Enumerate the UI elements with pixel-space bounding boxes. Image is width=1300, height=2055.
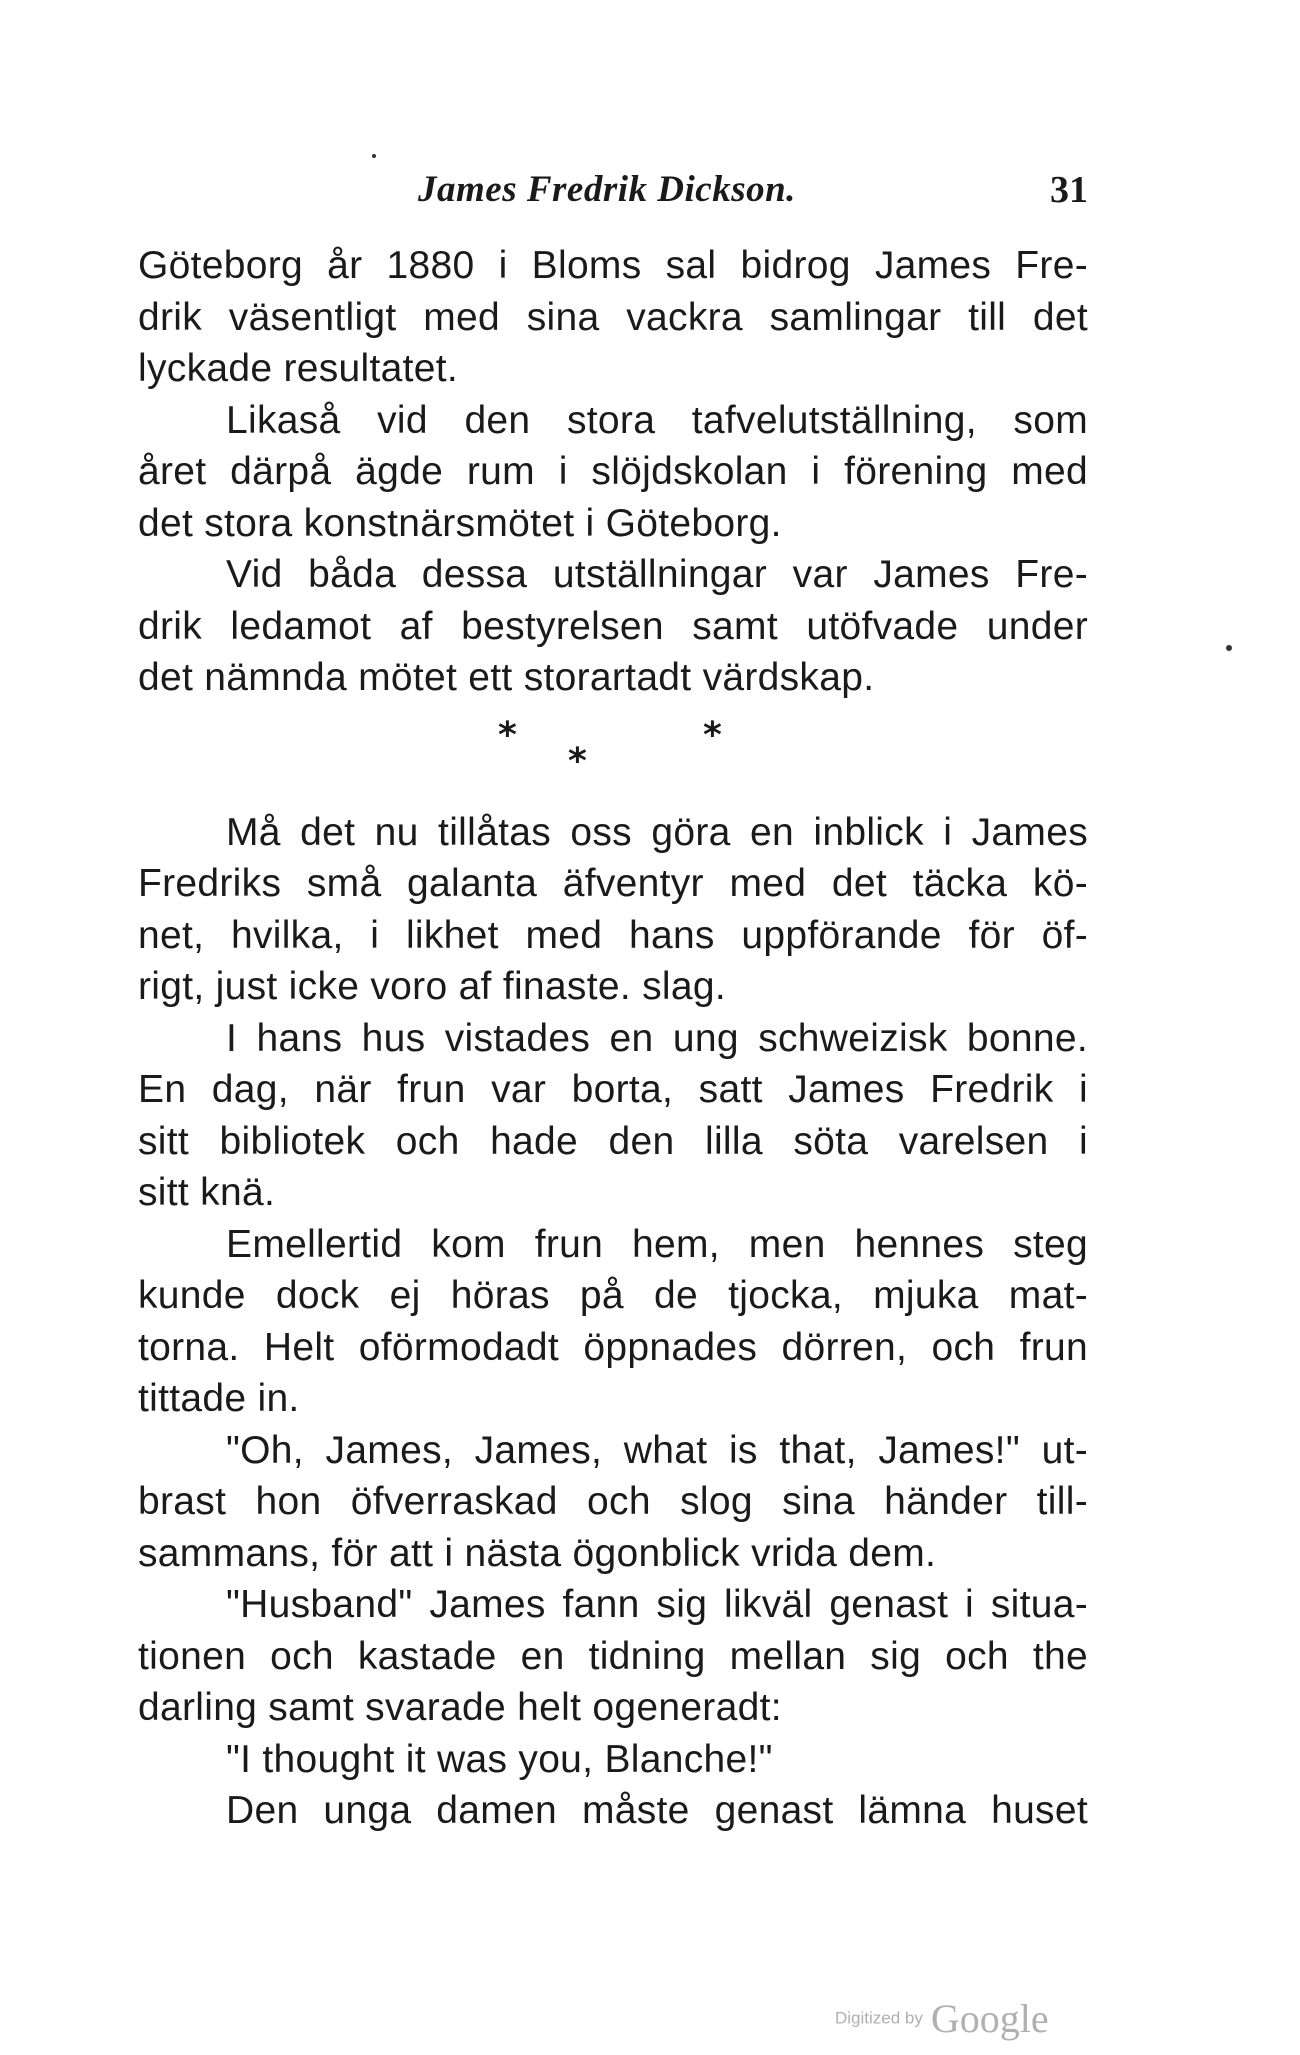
text-line: "Oh, James, James, what is that, James!" ut- — [226, 1428, 1088, 1472]
text-line: sitt bibliotek och hade den lilla söta varelsen i — [138, 1119, 1088, 1163]
text-line: I hans hus vistades en ung schweizisk bonne. — [226, 1016, 1088, 1060]
text-line: En dag, när frun var borta, satt James Fredrik i — [138, 1068, 1088, 1111]
text-line: tionen och kastade en tidning mellan sig och the — [138, 1634, 1088, 1678]
text-line: Göteborg år 1880 i Bloms sal bidrog James Fre- — [138, 244, 1088, 287]
text-line: rigt, just icke voro af finaste. slag. — [138, 965, 726, 1008]
text-line: det stora konstnärsmötet i Göteborg. — [138, 501, 782, 545]
page-number: 31 — [1050, 169, 1088, 211]
text-line: net, hvilka, i likhet med hans uppförande för öf- — [138, 913, 1088, 957]
text-line: Vid båda dessa utställningar var James Fre- — [226, 553, 1088, 596]
asterism-star: * — [703, 714, 723, 756]
text-line: sitt knä. — [138, 1171, 276, 1214]
digitized-label: Digitized by — [835, 2008, 923, 2028]
text-line: tittade in. — [138, 1377, 300, 1420]
text-line: Den unga damen måste genast lämna huset — [226, 1789, 1088, 1832]
text-line: Likaså vid den stora tafvelutställning, som — [226, 398, 1088, 442]
text-line: året därpå ägde rum i slöjdskolan i förening med — [138, 450, 1088, 493]
text-line: drik ledamot af bestyrelsen samt utöfvade under — [138, 604, 1088, 648]
text-line: torna. Helt oförmodadt öppnades dörren, och frun — [138, 1325, 1088, 1369]
text-line: darling samt svarade helt ogeneradt: — [138, 1686, 782, 1729]
text-line: "Husband" James fann sig likväl genast i situa- — [226, 1583, 1088, 1626]
text-line: Emellertid kom frun hem, men hennes steg — [226, 1222, 1088, 1266]
asterism-star: * — [498, 714, 518, 756]
text-line: Må det nu tillåtas oss göra en inblick i James — [226, 810, 1088, 854]
text-line: sammans, för att i nästa ögonblick vrida dem. — [138, 1531, 937, 1575]
scan-speck — [372, 154, 376, 158]
running-title: James Fredrik Dickson. — [418, 169, 796, 210]
body-text — [138, 240, 1088, 1837]
text-line: lyckade resultatet. — [138, 347, 459, 390]
running-head — [138, 168, 1088, 218]
text-line: Fredriks små galanta äfventyr med det täcka kö- — [138, 862, 1088, 905]
text-line: brast hon öfverraskad och slog sina händer till- — [138, 1480, 1088, 1523]
scan-speck — [1226, 645, 1232, 651]
asterism — [138, 704, 1088, 807]
digitized-watermark — [835, 1995, 1049, 2039]
asterism-star: * — [568, 740, 588, 782]
text-line: kunde dock ej höras på de tjocka, mjuka mat- — [138, 1274, 1088, 1317]
text-line: "I thought it was you, Blanche!" — [226, 1737, 773, 1781]
text-line: drik väsentligt med sina vackra samlingar till det — [138, 295, 1088, 339]
google-logo: Google — [930, 1996, 1049, 2041]
text-line: det nämnda mötet ett storartadt värdskap. — [138, 656, 875, 699]
